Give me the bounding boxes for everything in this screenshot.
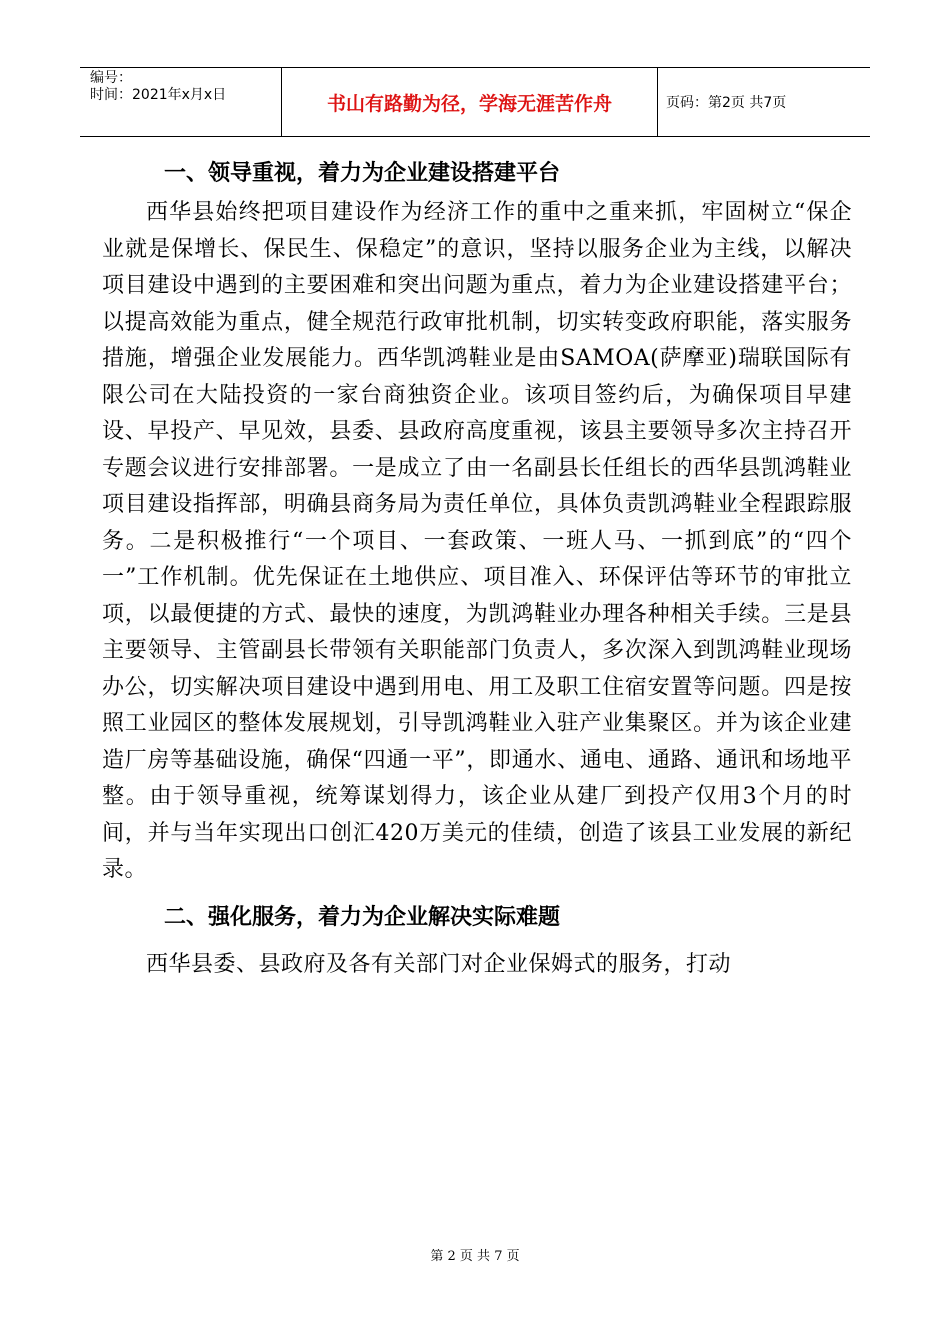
header-motto: 书山有路勤为径，学海无涯苦作舟	[282, 68, 658, 136]
document-number: 编号：	[90, 70, 132, 86]
page-header	[80, 67, 870, 137]
header-page-info: 页码：第2页 共7页	[666, 95, 787, 111]
section-heading-2: 二、强化服务，着力为企业解决实际难题	[164, 904, 561, 930]
document-body	[102, 153, 852, 983]
document-date: 时间：2021年x月x日	[90, 87, 227, 103]
section-paragraph-1: 西华县始终把项目建设作为经济工作的重中之重来抓，牢固树立“保企业就是保增长、保民生、保稳定”的意识，坚持以服务企业为主线，以解决项目建设中遇到的主要困难和突出问题为重点，着力为企业建设搭建平台；以提高效能为重点，健全规范行政审批机制，切实转变政府职能，落实服务措施，增强企业发展能力。西华凯鸿鞋业是由SAMOA(萨摩亚)瑞联国际有限公司在大陆投资的一家台商独资企业。该项目签约后，为确保项目早建设、早投产、早见效，县委、县政府高度重视，该县主要领导多次主持召开专题会议进行安排部署。一是成立了由一名副县长任组长的西华县凯鸿鞋业项目建设指挥部，明确县商务局为责任单位，具体负责凯鸿鞋业全程跟踪服务。二是积极推行“一个项目、一套政策、一班人马、一抓到底”的“四个一”工作机制。优先保证在土地供应、项目准入、环保评估等环节的审批立项，以最便捷的方式、最快的速度，为凯鸿鞋业办理各种相关手续。三是县主要领导、主管副县长带领有关职能部门负责人，多次深入到凯鸿鞋业现场办公，切实解决项目建设中遇到用电、用工及职工住宿安置等问题。四是按照工业园区的整体发展规划，引导凯鸿鞋业入驻产业集聚区。并为该企业建造厂房等基础设施，确保“四通一平”，即通水、通电、通路、通讯和场地平整。由于领导重视，统筹谋划得力，该企业从建厂到投产仅用3个月的时间，并与当年实现出口创汇420万美元的佳绩，创造了该县工业发展的新纪录。	[102, 200, 852, 882]
page-footer: 第 2 页 共 7 页	[430, 1249, 520, 1264]
header-meta	[80, 68, 282, 136]
section-paragraph-2: 西华县委、县政府及各有关部门对企业保姆式的服务，打动	[146, 951, 732, 977]
section-heading-1: 一、领导重视，着力为企业建设搭建平台	[164, 161, 561, 186]
